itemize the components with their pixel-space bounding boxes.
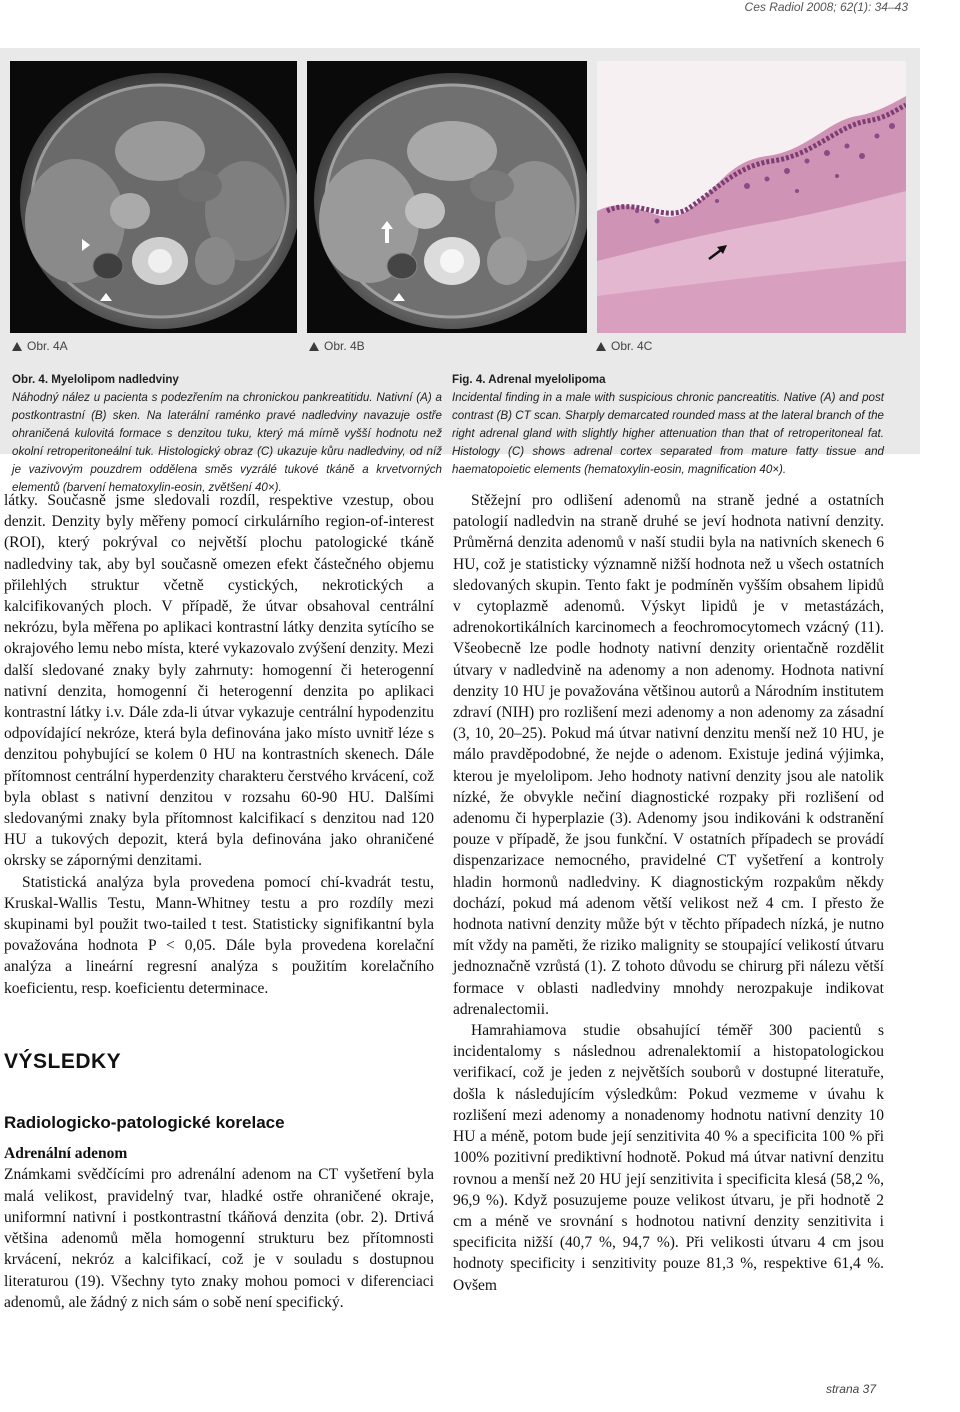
caption-title: Obr. 4. Myelolipom nadledviny	[12, 373, 179, 386]
triangle-marker-icon	[596, 342, 606, 351]
journal-citation: Ces Radiol 2008; 62(1): 34–43	[744, 0, 908, 14]
page-number: strana 37	[825, 1382, 876, 1396]
section-heading: VÝSLEDKY	[4, 1049, 122, 1073]
left-text-column	[4, 490, 434, 1313]
subsubsection-heading: Adrenální adenom	[4, 1145, 128, 1163]
triangle-marker-icon	[309, 342, 319, 351]
triangle-marker-icon	[12, 342, 22, 351]
caption-title: Fig. 4. Adrenal myelolipoma	[452, 373, 606, 386]
panel-label-b: Obr. 4B	[309, 339, 365, 353]
histology-image	[597, 61, 906, 333]
ct-postcontrast-image	[307, 61, 587, 333]
paragraph: Hamrahiamova studie obsahující téměř 300 pacientů s incidentalomy s následnou adrenalektomií a histopatologickou verifikací, což je jeden z největších souborů v dostupné literatuře, došla k následujícím výsledkům: Pokud vezmeme v úvahu k rozlišení mezi adenomy a nonadenomy hodnotu nativní denzity 10 HU a méně, potom bude její senzitivita 40 % a specificita 100 % při 100% pozitivní prediktivní hodnotě. Pokud má útvar nativní denzitu rovnou a menší než 20 HU její senzitivita i specificita klesá (58,2 %, 96,9 %). Když posuzujeme pouze velikost útvaru, je při hodnotě 2 cm a méně ve srovnání s hodnotou nativní denzity senzitivita i specificita nižší (40,7 %, 94,7 %). Při velikosti útvaru 4 cm jsou hodnoty specificity i senzitivity pouze 81,3 %, respektive 61,4 %. Ovšem	[453, 1022, 884, 1294]
figure-4	[0, 48, 920, 494]
paragraph: látky. Současně jsme sledovali rozdíl, respektive vzestup, obou denzit. Denzity byly měřeny pomocí cirkulárního region-of-interest (ROI), který pokrýval co největší plochu patologické tkáně nadledviny tak, aby byl současně omezen efekt částečného objemu přilehlých struktur včetně cystických, nekrotických a kalcifikovaných ploch. V případě, že útvar obsahoval centrální nekrózu, byla měřena po aplikaci kontrastní látky denzita sytícího se okrajového lemu nebo místa, které vykazovalo zvýšení denzity. Mezi další sledované znaky byly zahrnuty: homogenní či heterogenní nativní denzita, homogenní či heterogenní denzita po aplikaci kontrastní látky i.v. Dále zda-li útvar vykazuje centrální hypodenzitu odpovídající nekróze, která byla definována jako místo uvnitř léze s denzitou pohybující se kolem 0 HU na kontrastních skenech. Dále přítomnost centrální hyperdenzity charakteru čerstvého krvácení, což byla oblast s nativní denzitou v rozsahu 60-90 HU. Dalšími sledovanými znaky byla přítomnost kalcifikací s denzitou nad 120 HU a tukových depozit, která byla definována jako ohraničené okrsky se zápornými denzitami.	[4, 492, 434, 870]
ct-native-image	[10, 61, 297, 333]
paragraph: Známkami svědčícími pro adrenální adenom na CT vyšetření byla malá velikost, pravidelný tvar, hladké ostře ohraničené okraje, uniformní nativní i postkontrastní tkáňová denzita (obr. 2). Drtivá většina adenomů měla homogenní strukturu bez přítomnosti krvácení, nekróz a kalcifikací, což je v souladu s dostupnou literaturou (19). Všechny tyto znaky mohou pomoci v diferenciaci adenomů, ale žádný z nich sám o sobě není specifický.	[4, 1166, 434, 1311]
caption-body: Incidental finding in a male with suspicious chronic pancreatitis. Native (A) and post contrast (B) CT scan. Sharply demarcated rounded mass at the lateral branch of the right adrenal gland with slightly higher attenuation than that of retroperitoneal fat. Histology (C) shows adrenal cortex separated from mature fatty tissue and haematopoietic elements (hematoxylin-eosin, magnification 40×).	[452, 391, 884, 476]
panel-label-c: Obr. 4C	[596, 339, 652, 353]
figure-caption-english	[452, 371, 884, 479]
right-text-column	[453, 490, 884, 1296]
subsection-heading: Radiologicko-patologické korelace	[4, 1113, 285, 1133]
panel-label-a: Obr. 4A	[12, 339, 68, 353]
paragraph: Stěžejní pro odlišení adenomů na straně jedné a ostatních patologií nadledvin na straně druhé se jeví hodnota nativní denzity. Průměrná denzita adenomů v naší studii byla na nativních skenech 6 HU, což je statisticky významně nižší hodnota než u všech ostatních sledovaných skupin. Tento fakt je podmíněn vyšším obsahem lipidů v cytoplazmě adenomů. Výskyt lipidů je v metastázách, adrenokortikálních karcinomech a feochromocytomech vzácný (11). Všeobecně lze podle hodnoty nativní denzity orientačně rozdělit útvary v nadledvině na adenomy a non adenomy. Hodnota nativní denzity 10 HU je považována většinou autorů a Národním institutem zdraví (NIH) pro rozlišení mezi adenomy a non adenomy za zásadní (3, 10, 20–25). Pokud má útvar nativní denzitu menší než 10 HU, je málo pravděpodobné, že nejde o adenom. Existuje jediná výjimka, kterou je myelolipom. Jeho hodnoty nativní denzity jsou ale natolik nízké, že obvykle nečiní diagnostické rozpaky při rozlišení od adenomu či hyperplazie (3). Adenomy jsou indikováni k odstranění pouze v případě, že jsou funkční. V ostatních případech se provádí dispenzarizace nemocného, pravidelné CT vyšetření a kontroly hladin hormonů nadledviny. K diagnostickým rozpakům někdy dochází, pokud má adenom větší velikost než 4 cm. I přesto že hodnota nativní denzity může být v těchto případech nízká, je nutno mít vždy na paměti, že riziko malignity se stoupající velikostí útvaru jednoznačně vzrůstá (1). Z tohoto důvodu se chirurg při nálezu větší formace v oblasti nadledviny mnohdy nerozpakuje indikovat adrenalectomii.	[453, 492, 884, 1018]
paragraph: Statistická analýza byla provedena pomocí chí-kvadrát testu, Kruskal-Wallis Testu, Mann-Whitney testu a pro rozdíly mezi skupinami byl použit two-tailed t test. Statisticky signifikantní byla považována hodnota P < 0,05. Dále byla provedena korelační analýza a lineární regresní analýza s použitím korelačního koeficientu, resp. koeficientu determinace.	[4, 873, 434, 997]
caption-body: Náhodný nález u pacienta s podezřením na chronickou pankreatitidu. Nativní (A) a postkontrastní (B) sken. Na laterální raménko pravé nadledviny navazuje ostře ohraničená kulovitá formace s denzitou tuku, který má mírně vyšší hodnotu než okolní retroperitoneální tuk. Histologický obraz (C) ukazuje kůru nadledviny, od níž je vazivovým pouzdrem oddělena směs vyzrálé tukové tkáně a krvetvorných elementů (barvení hematoxylin-eosin, zvětšení 40×).	[12, 391, 442, 494]
figure-caption-czech	[12, 371, 442, 497]
